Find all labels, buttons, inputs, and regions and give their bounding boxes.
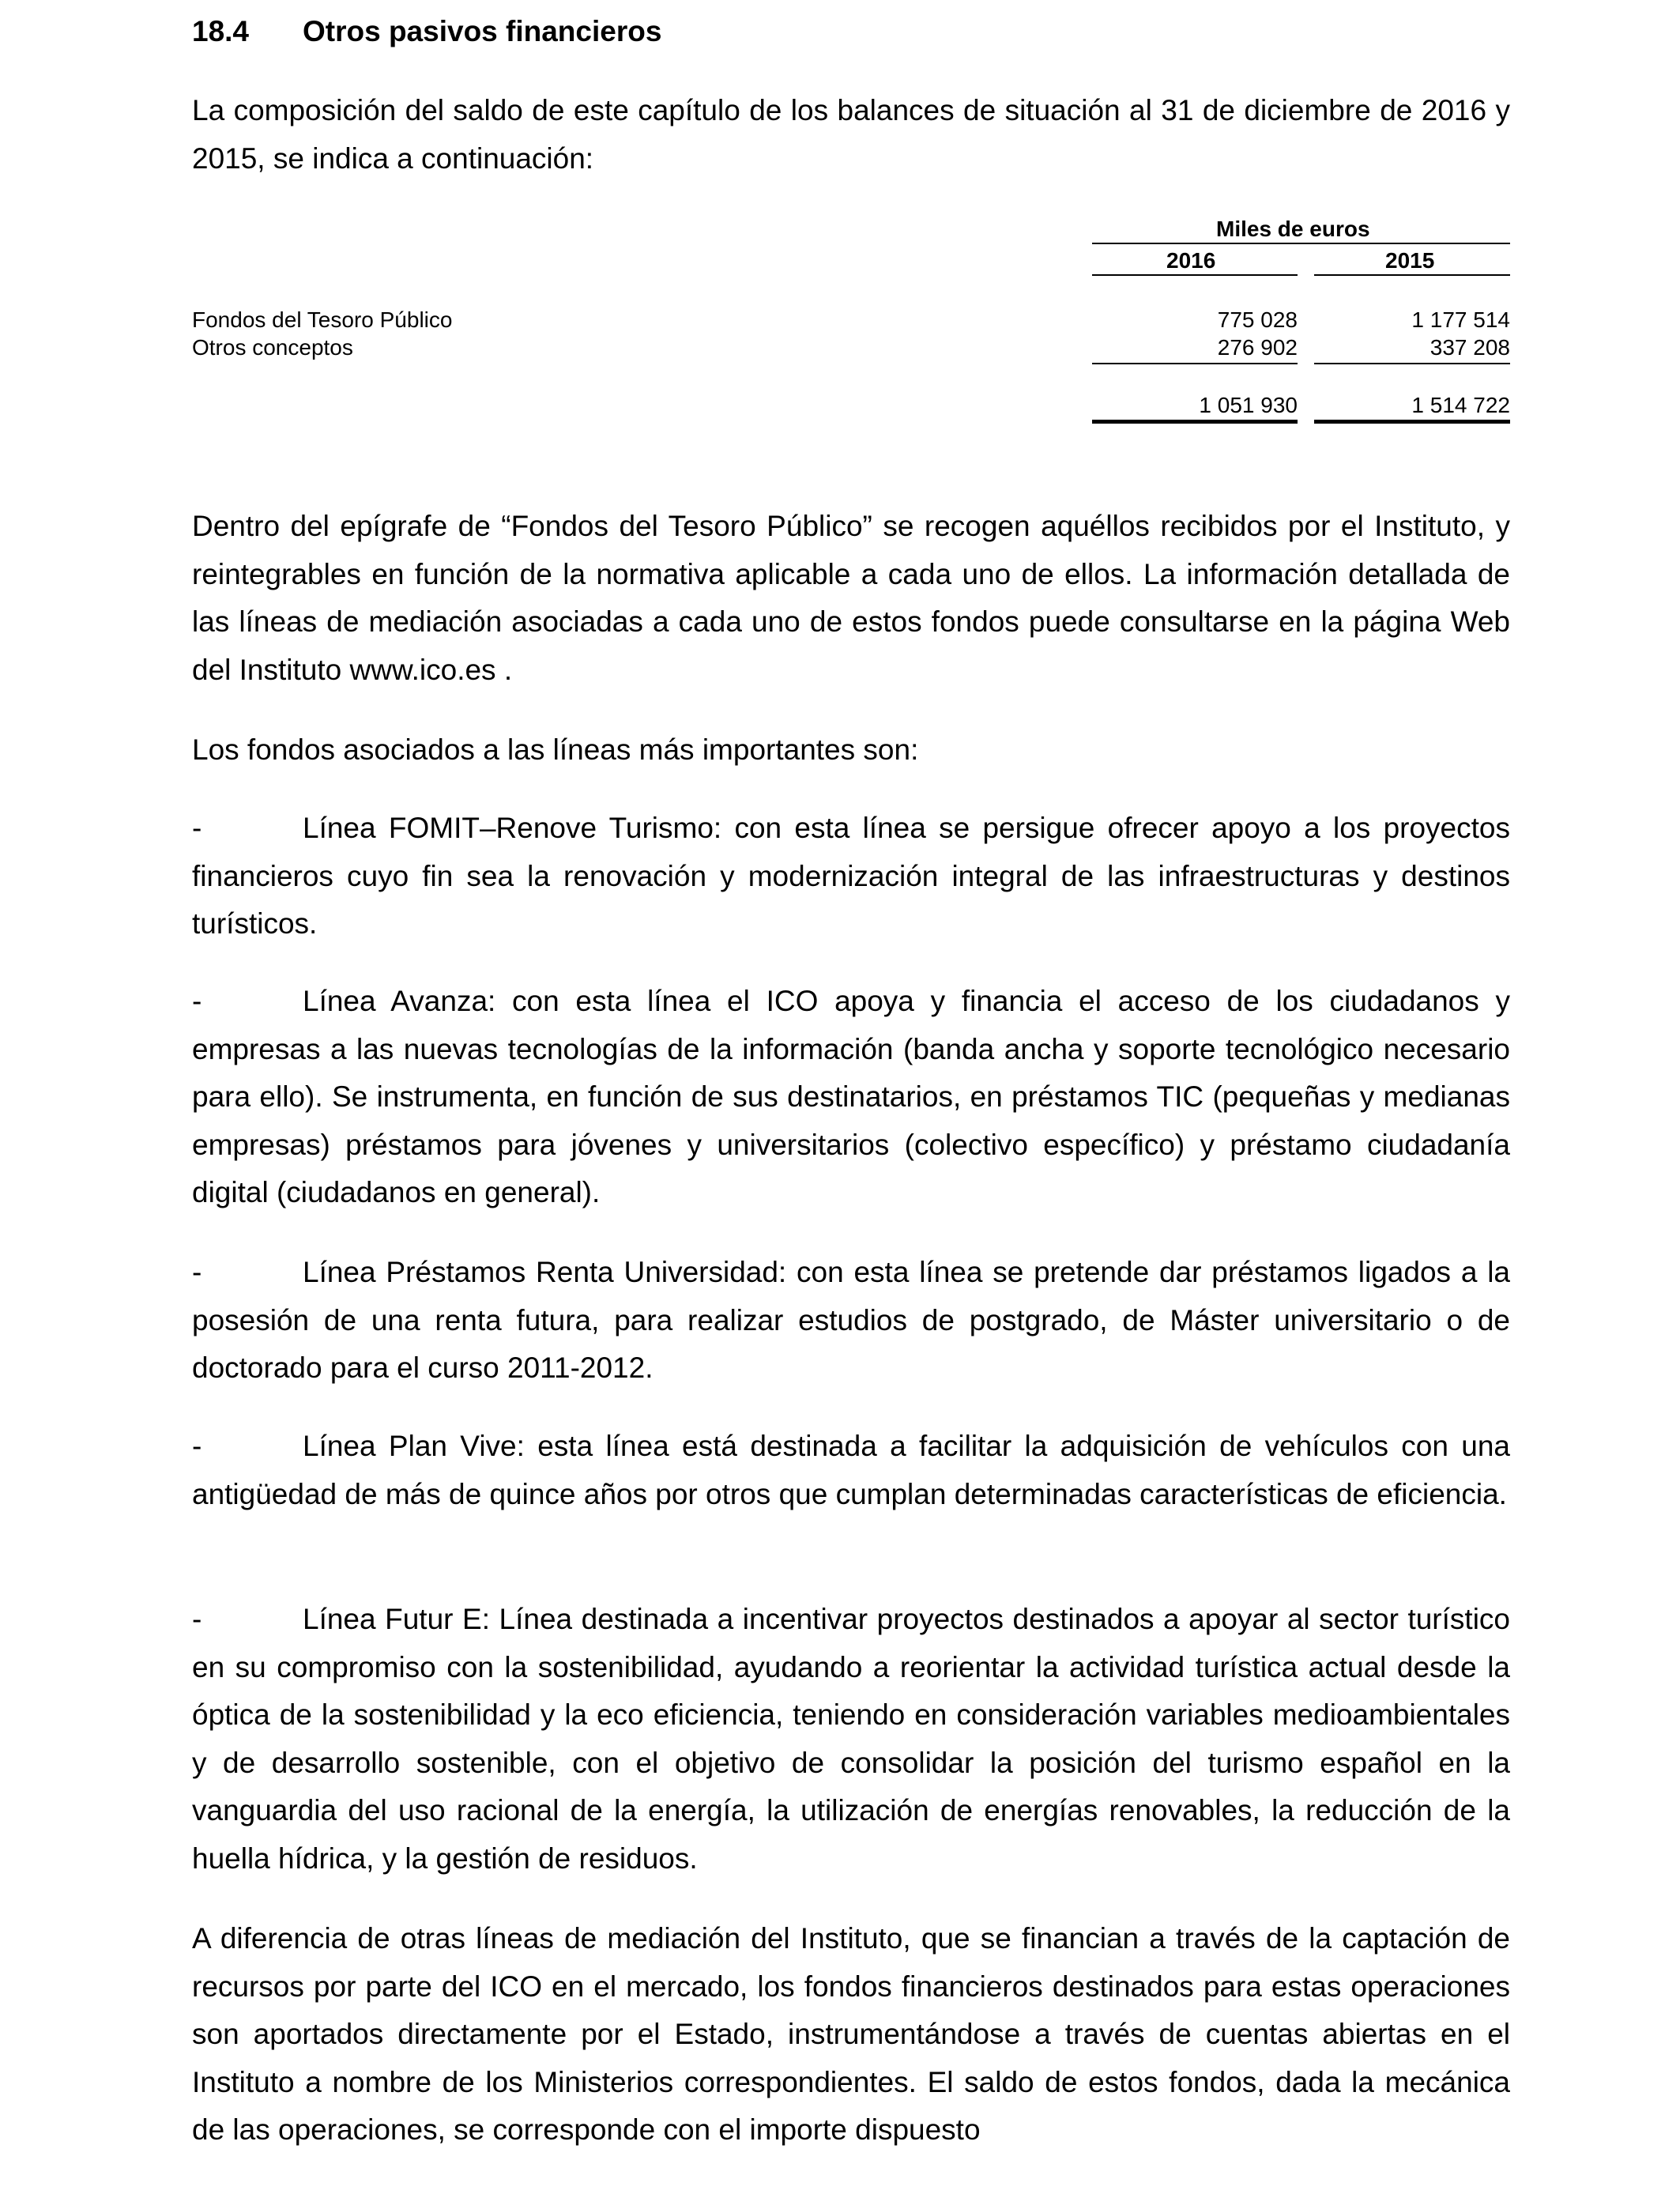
bullet-item bbox=[192, 1423, 1510, 1518]
header-rule bbox=[1092, 243, 1510, 244]
column-header-2015: 2015 bbox=[1385, 248, 1435, 273]
fondos-paragraph: Dentro del epígrafe de “Fondos del Tesoro Público” se recogen aquéllos recibidos por el Instituto, y reintegrables en función de la normativa aplicable a cada uno de ellos. La información detallada de las líneas de mediación asociadas a cada uno de estos fondos puede consultarse en la página Web del Instituto www.ico.es . bbox=[192, 510, 1510, 686]
lines-intro-paragraph: Los fondos asociados a las líneas más importantes son: bbox=[192, 733, 919, 766]
intro-paragraph: La composición del saldo de este capítulo de los balances de situación al 31 de diciembre de 2016 y 2015, se indica a continuación: bbox=[192, 94, 1510, 175]
bullet-item bbox=[192, 805, 1510, 948]
row-label-fondos: Fondos del Tesoro Público bbox=[192, 307, 453, 332]
column-rule-2016 bbox=[1092, 274, 1298, 276]
financial-table bbox=[192, 0, 1510, 443]
bullet-dash: - bbox=[192, 985, 202, 1017]
cell-fondos-2015: 1 177 514 bbox=[1411, 307, 1510, 332]
column-header-2016: 2016 bbox=[1166, 248, 1216, 273]
table-unit-header: Miles de euros bbox=[1216, 217, 1370, 241]
row-label-otros: Otros conceptos bbox=[192, 335, 353, 360]
document-page bbox=[192, 0, 1510, 2194]
bullet-item bbox=[192, 978, 1510, 1217]
column-rule-2015 bbox=[1314, 274, 1510, 276]
cell-fondos-2016: 775 028 bbox=[1217, 307, 1298, 332]
bullet-dash: - bbox=[192, 1256, 202, 1288]
bullet-text: Línea Plan Vive: esta línea está destinada a facilitar la adquisición de vehículos con una antigüedad de más de quince años por otros que cumplan determinadas características de eficiencia. bbox=[192, 1430, 1510, 1510]
bullet-text: Línea Avanza: con esta línea el ICO apoya y financia el acceso de los ciudadanos y empresas a las nuevas tecnologías de la información (banda ancha y soporte tecnológico necesario para ello). Se instrumenta, en función de sus destinatarios, en préstamos TIC (pequeñas y medianas empresas) préstamos para jóvenes y universitarios (colectivo específico) y préstamo ciudadanía digital (ciudadanos en general). bbox=[192, 985, 1510, 1208]
bullet-item bbox=[192, 1596, 1510, 1883]
bullet-dash: - bbox=[192, 812, 202, 844]
cell-otros-2015: 337 208 bbox=[1430, 335, 1510, 360]
section-number: 18.4 bbox=[192, 15, 250, 47]
bullet-item bbox=[192, 1249, 1510, 1393]
total-double-rule-2015 bbox=[1314, 420, 1510, 424]
bullet-dash: - bbox=[192, 1603, 202, 1635]
bullet-dash: - bbox=[192, 1430, 202, 1462]
bullet-text: Línea Préstamos Renta Universidad: con esta línea se pretende dar préstamos ligados a la posesión de una renta futura, para realizar estudios de postgrado, de Máster universitario o de doctorado para el curso 2011-2012. bbox=[192, 1256, 1510, 1384]
total-double-rule-2016 bbox=[1092, 420, 1298, 424]
bullet-text: Línea Futur E: Línea destinada a incentivar proyectos destinados a apoyar al sector turístico en su compromiso con la sostenibilidad, ayudando a reorientar la actividad turística actual desde la óptica de la sostenibilidad y la eco eficiencia, teniendo en consideración variables medioambientales y de desarrollo sostenible, con el objetivo de consolidar la posición del turismo español en la vanguardia del uso racional de la energía, la utilización de energías renovables, la reducción de la huella hídrica, y la gestión de residuos. bbox=[192, 1603, 1510, 1875]
subtotal-rule-2015 bbox=[1314, 363, 1510, 364]
cell-otros-2016: 276 902 bbox=[1217, 335, 1298, 360]
closing-paragraph: A diferencia de otras líneas de mediación del Instituto, que se financian a través de la captación de recursos por parte del ICO en el mercado, los fondos financieros destinados para estas operaciones son aportados directamente por el Estado, instrumentándose a través de cuentas abiertas en el Instituto a nombre de los Ministerios correspondientes. El saldo de estos fondos, dada la mecánica de las operaciones, se corresponde con el importe dispuesto bbox=[192, 1922, 1510, 2146]
subtotal-rule-2016 bbox=[1092, 363, 1298, 364]
section-title: Otros pasivos financieros bbox=[303, 15, 662, 47]
total-2016: 1 051 930 bbox=[1199, 393, 1298, 417]
bullet-text: Línea FOMIT–Renove Turismo: con esta línea se persigue ofrecer apoyo a los proyectos financieros cuyo fin sea la renovación y modernización integral de las infraestructuras y destinos turísticos. bbox=[192, 812, 1510, 940]
total-2015: 1 514 722 bbox=[1411, 393, 1510, 417]
